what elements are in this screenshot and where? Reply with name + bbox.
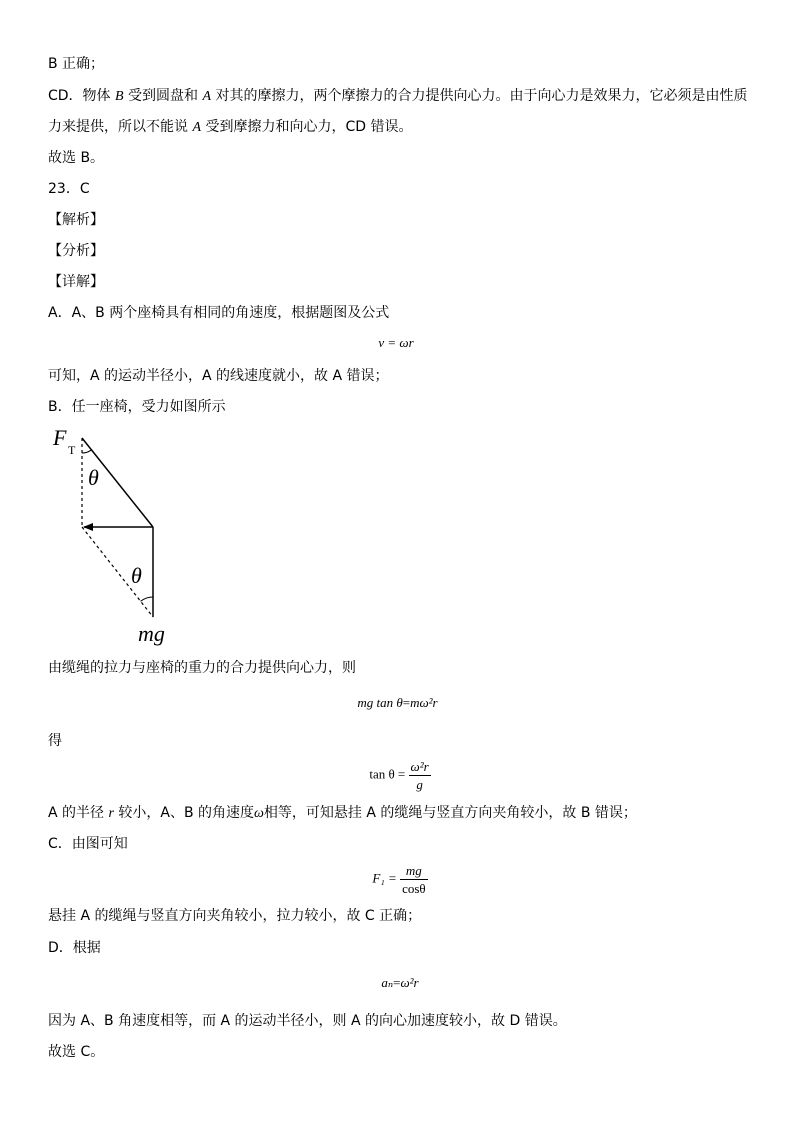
var-r: r <box>108 806 114 821</box>
text-line-de: 得 <box>48 733 62 749</box>
text-line-choose-c: 故选 C。 <box>48 1044 105 1060</box>
text: 较小，A、B 的角速度 <box>113 805 255 821</box>
var-b: B <box>115 89 124 104</box>
text-line-option-b: B．任一座椅，受力如图所示 <box>48 399 226 415</box>
angle-arc-bottom <box>141 597 153 601</box>
label-ft: F <box>53 425 67 450</box>
eq-operator: = <box>402 695 411 710</box>
label-theta-bottom: θ <box>131 563 142 588</box>
force-diagram <box>48 423 178 648</box>
equation-mg-tan-theta <box>335 695 460 711</box>
text-line-cd-continued <box>48 117 412 138</box>
text-line-b-correct <box>48 54 104 74</box>
text: 相等，可知悬挂 A 的缆绳与竖直方向夹角较小，故 B 错误； <box>263 805 637 821</box>
equation-tension <box>360 862 440 897</box>
fraction-numerator: ω²r <box>410 759 429 774</box>
question-number: 23．C <box>48 181 90 197</box>
fraction-numerator: mg <box>400 862 428 880</box>
text: 受到摩擦力和向心力，CD 错误。 <box>201 119 413 135</box>
text-line-c-correct: 悬挂 A 的缆绳与竖直方向夹角较小，拉力较小，故 C 正确； <box>48 908 422 924</box>
label-theta-top: θ <box>88 465 99 490</box>
equation-v-omega-r: v = ωr <box>378 335 414 350</box>
text-line-choose-b: 故选 B。 <box>48 150 105 166</box>
dashed-diagonal-line <box>82 527 153 617</box>
text-line-a-wrong: 可知，A 的运动半径小，A 的线速度就小，故 A 错误； <box>48 368 389 384</box>
equation-centripetal-acceleration <box>360 975 440 991</box>
eq-rhs: ω²r <box>400 975 419 990</box>
text-line-cd-explanation <box>48 86 748 107</box>
eq-operator: = <box>393 975 401 990</box>
fraction-denominator: g <box>416 777 423 792</box>
heading-detail: 【详解】 <box>48 274 104 290</box>
eq-lhs: aₙ <box>381 975 394 990</box>
fraction <box>400 862 428 897</box>
eq-lhs: mg tan θ <box>357 695 403 710</box>
fraction-denominator: cosθ <box>402 881 426 896</box>
text-line-option-d: D．根据 <box>48 940 101 956</box>
text: 对其的摩擦力，两个摩擦力的合力提供向心力。由于向心力是效果力，它必须是由性质 <box>211 88 748 104</box>
text: B 正确； <box>48 56 105 72</box>
label-mg: mg <box>138 621 165 646</box>
angle-arc-top <box>82 450 92 453</box>
text-line-b-wrong <box>48 803 637 824</box>
eq-lhs: tan θ = <box>369 766 406 782</box>
text: 力来提供，所以不能说 <box>48 119 193 135</box>
var-a: A <box>192 120 202 135</box>
fraction <box>409 758 431 793</box>
text-line-net-force: 由缆绳的拉力与座椅的重力的合力提供向心力，则 <box>48 660 356 676</box>
var-a: A <box>202 89 212 104</box>
text: CD．物体 <box>48 88 116 104</box>
heading-fenxi: 【分析】 <box>48 243 104 259</box>
text-line-d-wrong: 因为 A、B 角速度相等，而 A 的运动半径小，则 A 的向心加速度较小，故 D 错误。 <box>48 1013 567 1029</box>
text: A 的半径 <box>48 805 109 821</box>
text: 受到圆盘和 <box>123 88 203 104</box>
var-omega: ω <box>254 806 264 821</box>
label-ft-subscript: T <box>68 443 76 457</box>
heading-analysis: 【解析】 <box>48 212 104 228</box>
eq-rhs: mω²r <box>410 695 438 710</box>
eq-lhs: F₁ = <box>372 870 397 886</box>
text-line-option-c: C．由图可知 <box>48 836 128 852</box>
text-line-option-a: A．A、B 两个座椅具有相同的角速度，根据题图及公式 <box>48 305 390 321</box>
equation-tan-theta <box>355 758 445 793</box>
